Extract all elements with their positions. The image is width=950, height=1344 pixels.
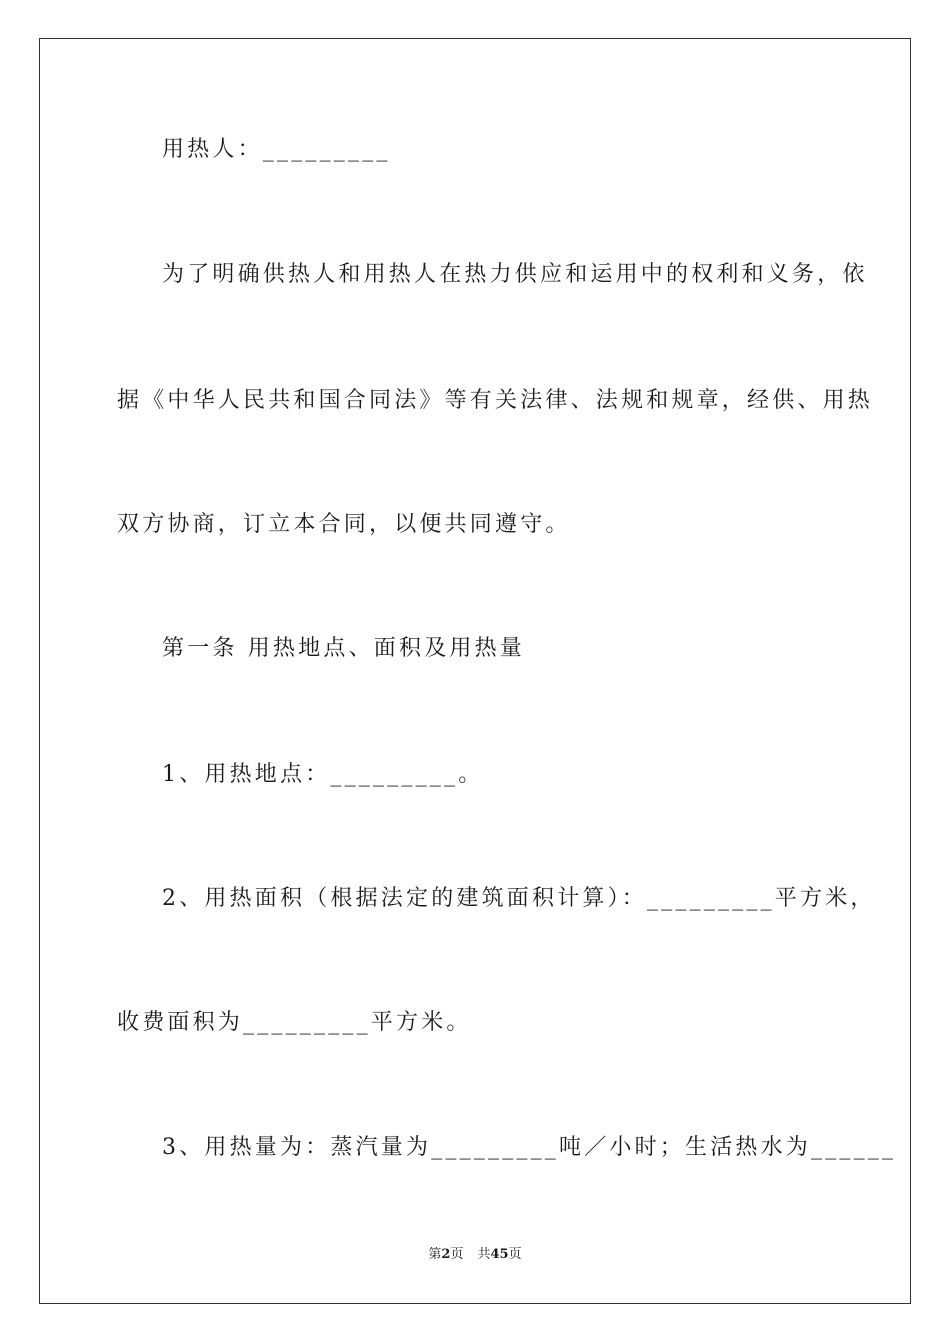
item-1-location: 1、用热地点：_________。 [162,762,484,787]
item-2-area-line-2: 收费面积为_________平方米。 [117,1010,472,1035]
page-prefix: 第 [428,1247,442,1262]
page-border [39,38,911,1304]
page-footer [0,1246,950,1264]
intro-paragraph-line-2: 据《中华人民共和国合同法》等有关法律、法规和规章，经供、用热 [117,388,874,413]
item-3-heat-amount: 3、用热量为：蒸汽量为_________吨／小时；生活热水为______ [162,1135,897,1160]
total-suffix: 页 [508,1247,522,1262]
intro-paragraph-line-3: 双方协商，订立本合同，以便共同遵守。 [117,512,571,537]
article-1-heading: 第一条 用热地点、面积及用热量 [162,636,525,661]
current-page-number: 2 [441,1247,451,1262]
total-prefix: 共 [477,1247,491,1262]
intro-paragraph-line-1: 为了明确供热人和用热人在热力供应和运用中的权利和义务，依 [162,262,868,287]
item-2-area-line-1: 2、用热面积（根据法定的建筑面积计算）：_________平方米， [162,886,876,911]
user-line: 用热人：_________ [162,137,391,162]
page-suffix: 页 [450,1247,464,1262]
total-page-count: 45 [490,1247,509,1262]
